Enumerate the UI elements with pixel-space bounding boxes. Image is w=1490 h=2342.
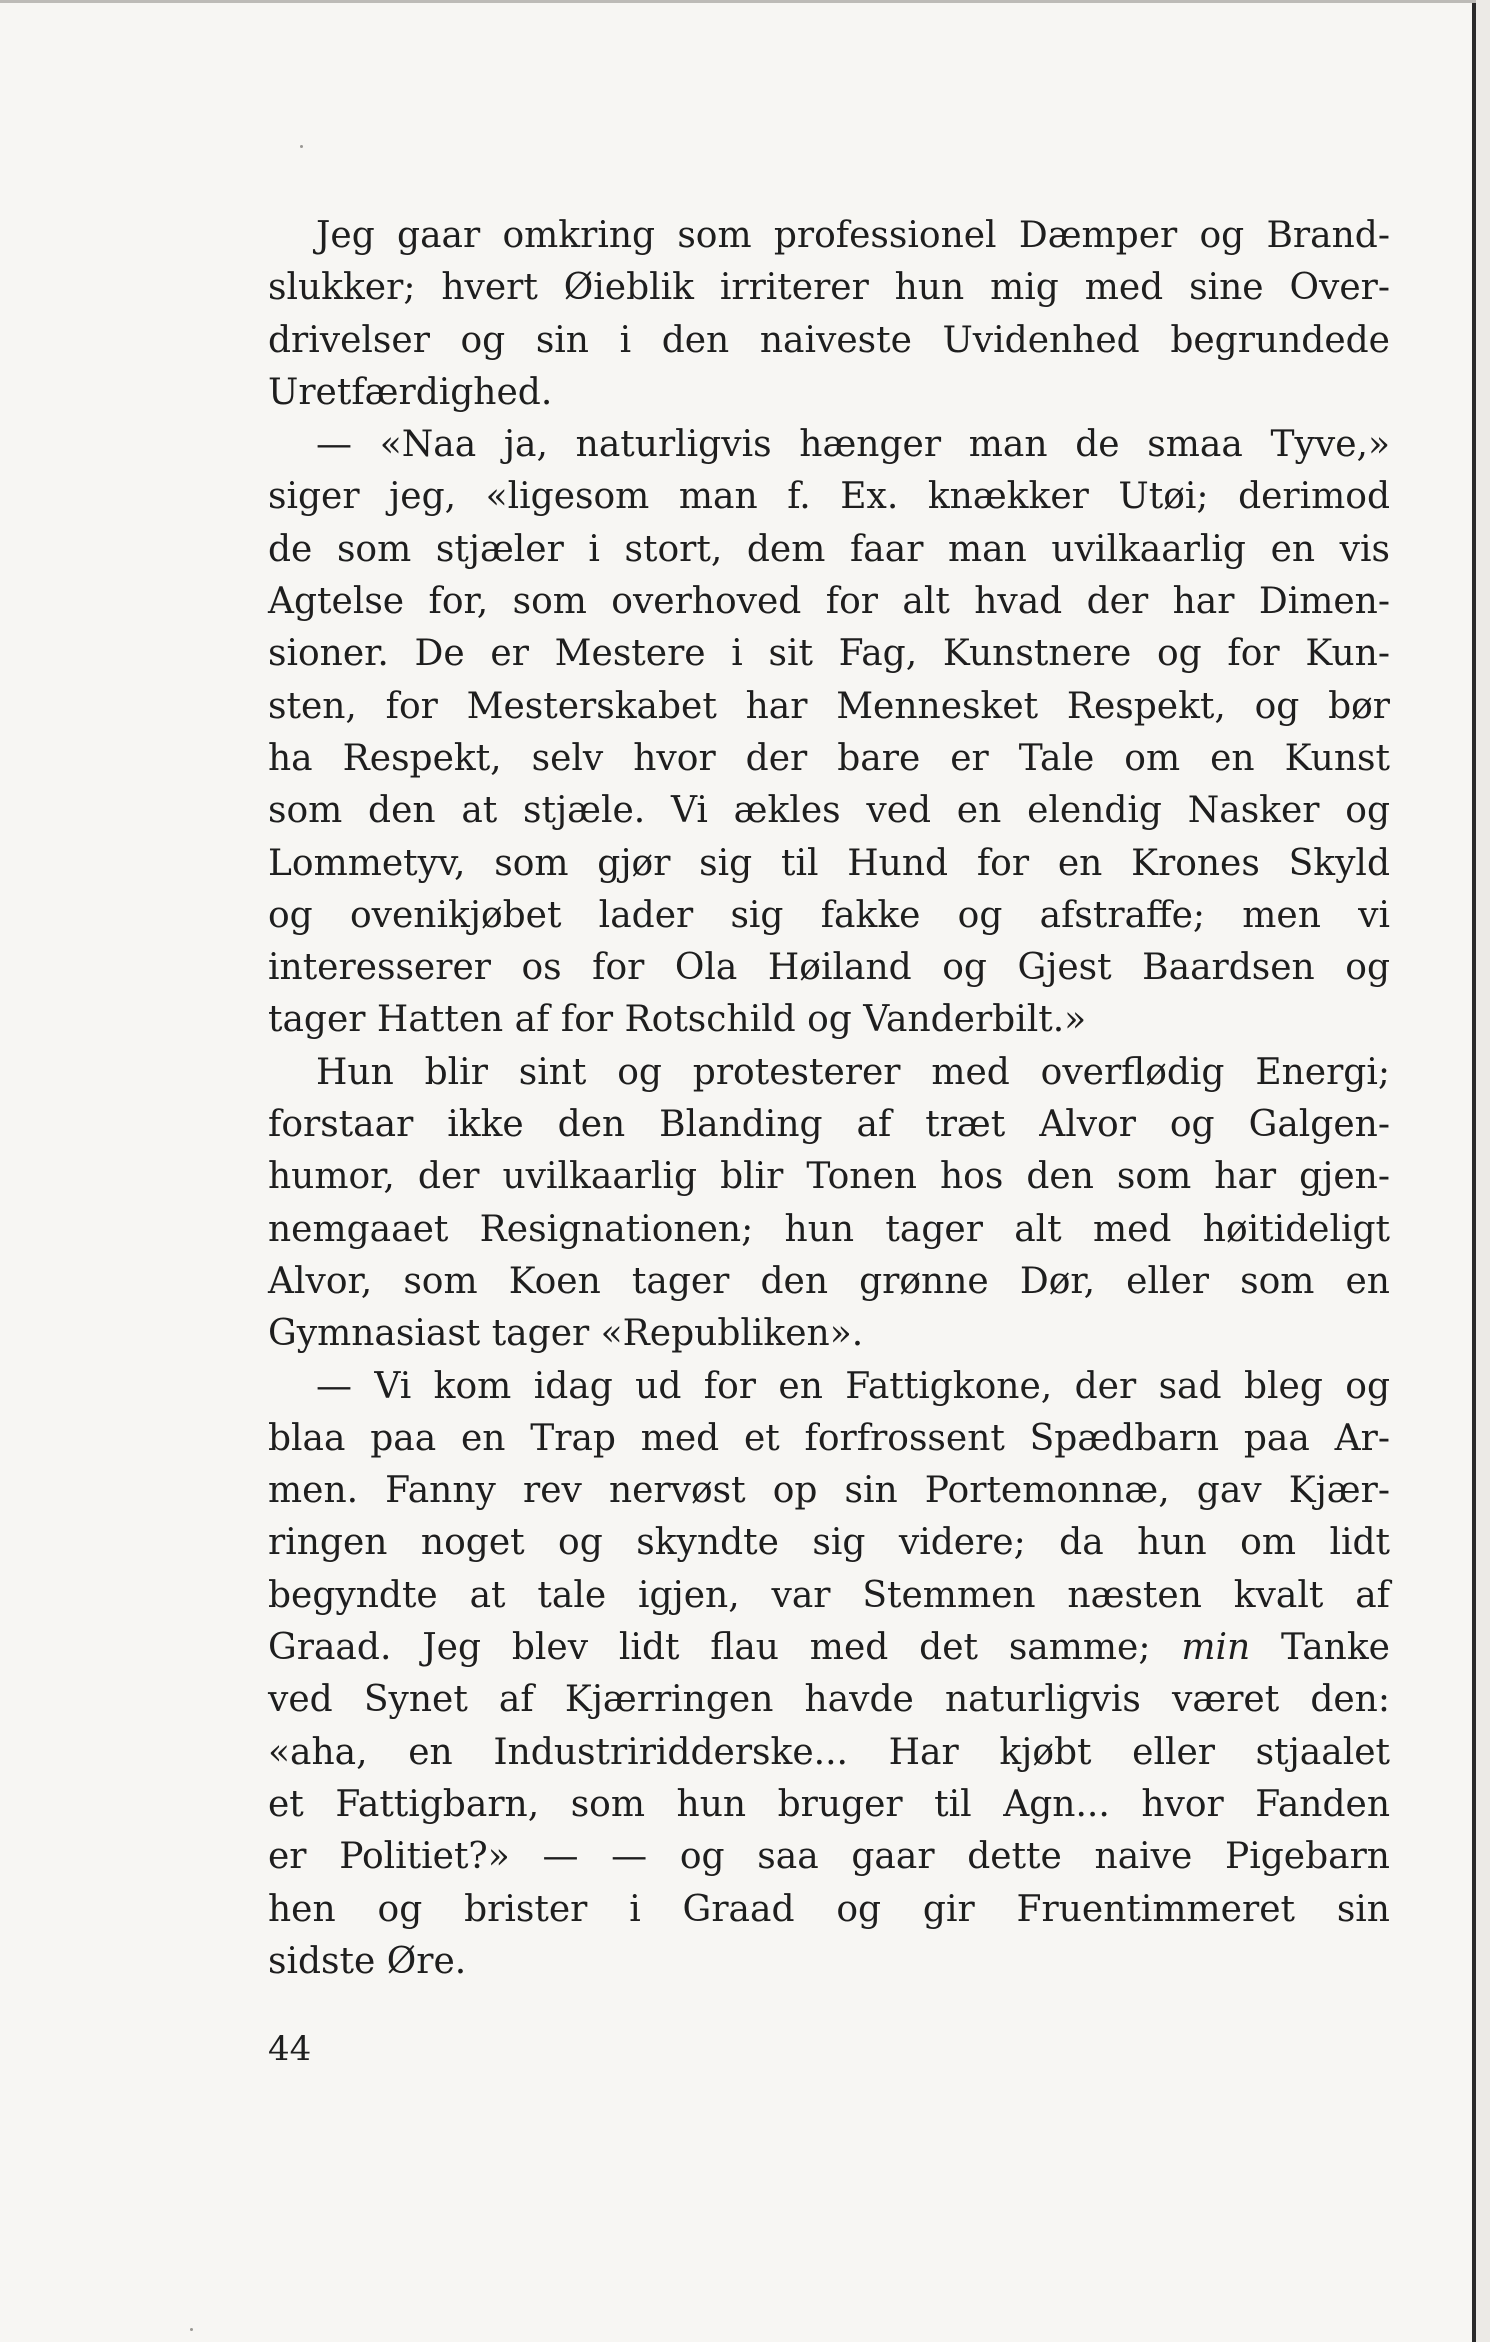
text-line: nemgaaet Resignationen; hun tager alt med høitideligt [268,1208,1390,1250]
text-line: ha Respekt, selv hvor der bare er Tale om en Kunst [268,737,1390,779]
text-line: et Fattigbarn, som hun bruger til Agn... hvor Fanden [268,1783,1390,1825]
text-line: sioner. De er Mestere i sit Fag, Kunstnere og for Kun- [268,633,1390,675]
text-line: forstaar ikke den Blanding af træt Alvor og Galgen- [268,1104,1390,1146]
text-line: de som stjæler i stort, dem faar man uvilkaarlig en vis [268,528,1390,570]
paper-speck [300,145,303,148]
text-line: Agtelse for, som overhoved for alt hvad der har Dimen- [268,581,1390,623]
text-line: Uretfærdighed. [268,371,553,413]
body-text [268,210,1390,1988]
text-line: tager Hatten af for Rotschild og Vanderbilt.» [268,999,1087,1041]
text-line: Gymnasiast tager «Republiken». [268,1313,864,1355]
text-line: Jeg gaar omkring som professionel Dæmper og Brand- [316,215,1390,256]
text-line: ringen noget og skyndte sig videre; da hun om lidt [268,1522,1390,1564]
text-line: blaa paa en Trap med et forfrossent Spædbarn paa Ar- [268,1417,1390,1459]
text-line: sidste Øre. [268,1940,467,1982]
text-line: og ovenikjøbet lader sig fakke og afstraffe; men vi [268,894,1390,936]
text-line: interesserer os for Ola Høiland og Gjest Baardsen og [268,947,1390,989]
page-number: 44 [268,2029,312,2069]
text-line: — Vi kom idag ud for en Fattigkone, der sad bleg og [316,1365,1390,1407]
paper-speck [190,2328,193,2331]
emphasized-word: min [1181,1627,1251,1669]
text-line: Lommetyv, som gjør sig til Hund for en Krones Skyld [268,842,1390,884]
text-line: ved Synet af Kjærringen havde naturligvis været den: [268,1679,1390,1721]
text-line: «aha, en Industriridderske... Har kjøbt eller stjaalet [268,1731,1390,1773]
text-line: humor, der uvilkaarlig blir Tonen hos den som har gjen- [268,1156,1390,1198]
text-line: hen og brister i Graad og gir Fruentimmeret sin [268,1888,1390,1930]
page-top-edge [0,0,1476,3]
text-line: sten, for Mesterskabet har Mennesket Respekt, og bør [268,685,1390,727]
text-line: men. Fanny rev nervøst op sin Portemonnæ, gav Kjær- [268,1470,1390,1512]
text-line: som den at stjæle. Vi ækles ved en elendig Nasker og [268,790,1390,832]
text-line: — «Naa ja, naturligvis hænger man de smaa Tyve,» [316,424,1390,466]
text-line: Hun blir sint og protesterer med overflødig Energi; [316,1051,1390,1093]
text-line: begyndte at tale igjen, var Stemmen næsten kvalt af [268,1574,1390,1616]
text-line: slukker; hvert Øieblik irriterer hun mig med sine Over- [268,267,1390,309]
text-line: Alvor, som Koen tager den grønne Dør, eller som en [268,1260,1390,1302]
text-line: Graad. Jeg blev lidt flau med det samme; min Tanke [268,1627,1390,1669]
text-line: siger jeg, «ligesom man f. Ex. knækker Utøi; derimod [268,476,1390,518]
text-line: drivelser og sin i den naiveste Uvidenhed begrundede [268,319,1390,361]
text-line: er Politiet?» — — og saa gaar dette naive Pigebarn [268,1836,1390,1878]
